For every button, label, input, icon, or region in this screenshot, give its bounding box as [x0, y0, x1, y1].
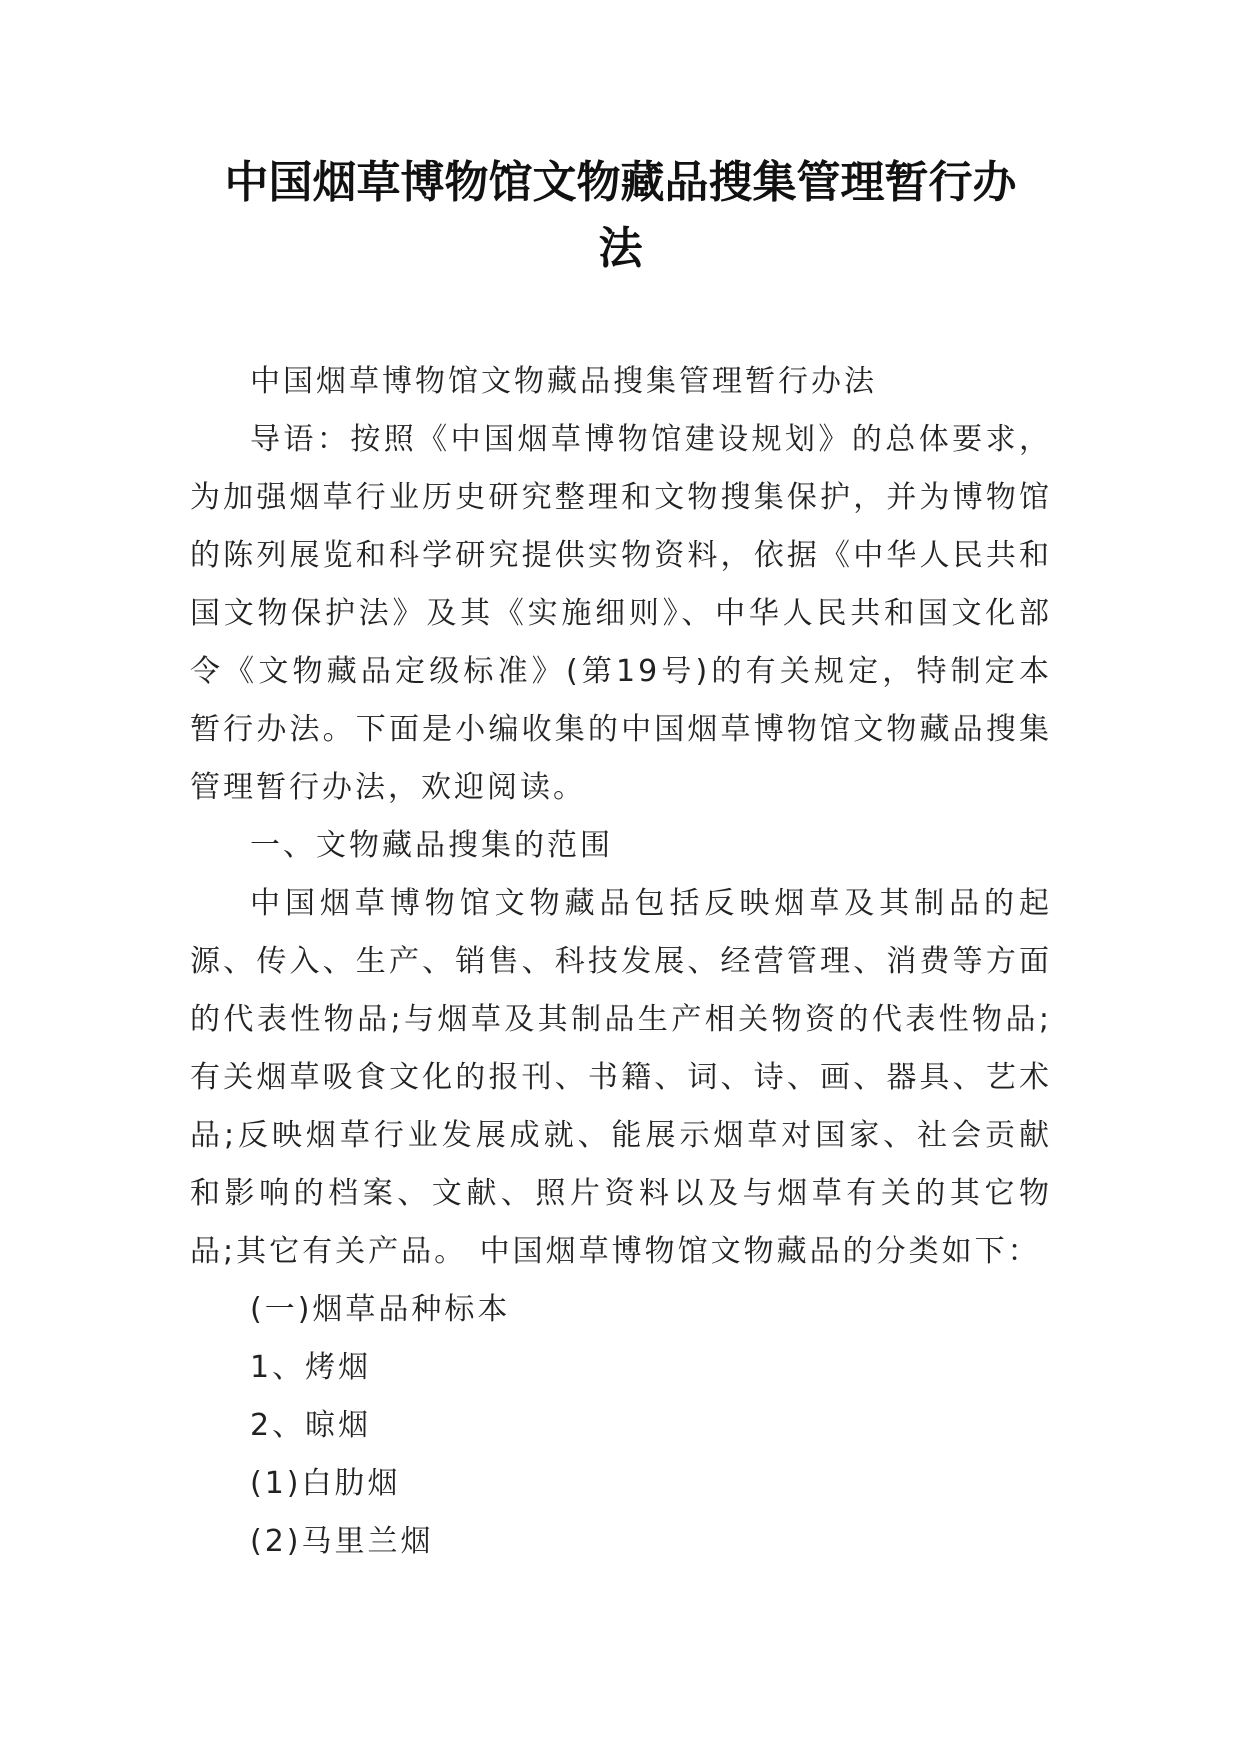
- list-item: (1)白肋烟: [250, 1466, 401, 1501]
- paragraph-scope: 中国烟草博物馆文物藏品包括反映烟草及其制品的起源、传入、生产、销售、科技发展、经营管理、消费等方面的代表性物品;与烟草及其制品生产相关物资的代表性物品;有关烟草吸食文化的报刊、书籍、词、诗、画、器具、艺术品;反映烟草行业发展成就、能展示烟草对国家、社会贡献和影响的档案、文献、照片资料以及与烟草有关的其它物品;其它有关产品。 中国烟草博物馆文物藏品的分类如下：: [190, 886, 1052, 1269]
- document-title: [180, 150, 1061, 282]
- list-item: 1、烤烟: [250, 1350, 372, 1385]
- title-line-2: 法: [598, 223, 643, 274]
- document-body: [190, 353, 1052, 1571]
- paragraph-intro: 导语：按照《中国烟草博物馆建设规划》的总体要求，为加强烟草行业历史研究整理和文物搜集保护，并为博物馆的陈列展览和科学研究提供实物资料，依据《中华人民共和国文物保护法》及其《实施细则》、中华人民共和国文化部令《文物藏品定级标准》(第19号)的有关规定，特制定本暂行办法。下面是小编收集的中国烟草博物馆文物藏品搜集管理暂行办法，欢迎阅读。: [190, 422, 1052, 805]
- list-item: (2)马里兰烟: [250, 1524, 434, 1559]
- section-heading: 一、文物藏品搜集的范围: [250, 828, 613, 863]
- title-line-1: 中国烟草博物馆文物藏品搜集管理暂行办: [224, 157, 1017, 208]
- paragraph-subtitle: 中国烟草博物馆文物藏品搜集管理暂行办法: [250, 364, 877, 399]
- list-item: (一)烟草品种标本: [250, 1292, 511, 1327]
- list-item: 2、晾烟: [250, 1408, 372, 1443]
